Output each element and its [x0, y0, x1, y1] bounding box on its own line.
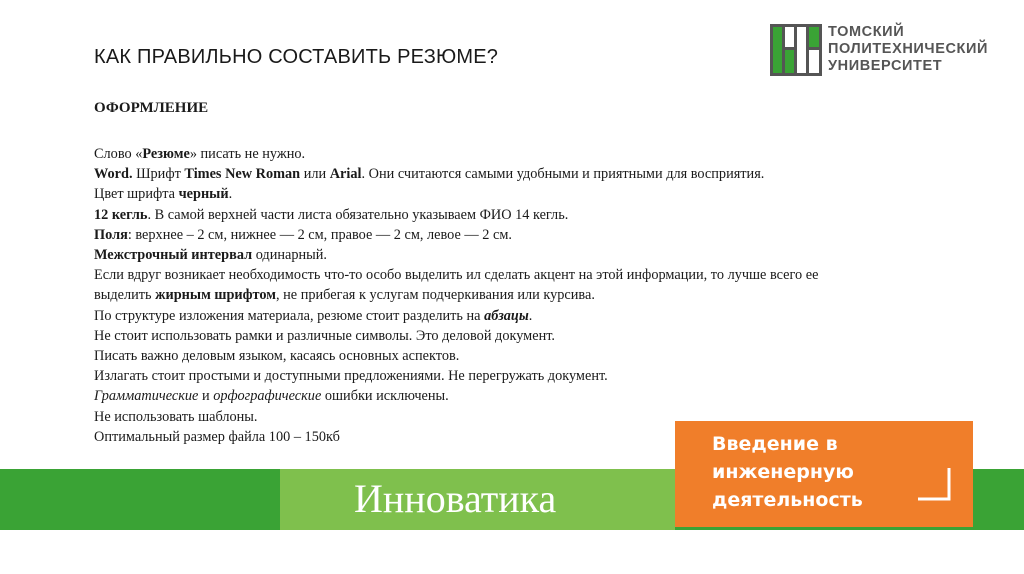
- corner-bracket-icon: [916, 466, 952, 502]
- innovatika-label: Инноватика: [354, 476, 557, 521]
- text-line-6: Межстрочный интервал одинарный.: [94, 247, 327, 264]
- course-title-box: [675, 421, 973, 527]
- course-title: [712, 430, 863, 514]
- text-line-8: выделить жирным шрифтом, не прибегая к услугам подчеркивания или курсива.: [94, 287, 595, 304]
- logo-text: [828, 24, 988, 75]
- text-line-12: Излагать стоит простыми и доступными предложениями. Не перегружать документ.: [94, 368, 608, 385]
- course-title-line-3: деятельность: [712, 489, 863, 511]
- text-line-3: Цвет шрифта черный.: [94, 186, 233, 203]
- text-line-11: Писать важно деловым языком, касаясь основных аспектов.: [94, 348, 460, 365]
- text-line-2: Word. Шрифт Times New Roman или Arial. Они считаются самыми удобными и приятными для восприятия.: [94, 166, 765, 183]
- text-line-9: По структуре изложения материала, резюме стоит разделить на абзацы.: [94, 307, 533, 324]
- slide-content: [94, 100, 984, 447]
- text-line-4: 12 кегль. В самой верхней части листа обязательно указываем ФИО 14 кегль.: [94, 206, 569, 223]
- innovatika-banner: [280, 469, 675, 530]
- university-logo: [770, 24, 1000, 76]
- course-title-line-1: Введение в: [712, 433, 838, 455]
- text-line-1: Слово «Резюме» писать не нужно.: [94, 146, 306, 162]
- text-line-10: Не стоит использовать рамки и различные символы. Это деловой документ.: [94, 327, 555, 344]
- section-heading: ОФОРМЛЕНИЕ: [94, 100, 209, 116]
- text-line-15: Оптимальный размер файла 100 – 150кб: [94, 428, 340, 445]
- text-line-13: Грамматические и орфографические ошибки исключены.: [94, 388, 449, 405]
- text-line-14: Не использовать шаблоны.: [94, 408, 258, 425]
- logo-line-1: ТОМСКИЙ: [828, 24, 905, 40]
- logo-line-3: УНИВЕРСИТЕТ: [828, 58, 943, 74]
- tpu-logo-icon: [770, 24, 822, 76]
- text-line-7: Если вдруг возникает необходимость что-то особо выделить ил сделать акцент на этой информации, то лучше всего ее: [94, 267, 819, 284]
- text-line-5: Поля: верхнее – 2 см, нижнее — 2 см, правое — 2 см, левое — 2 см.: [94, 226, 512, 243]
- logo-line-2: ПОЛИТЕХНИЧЕСКИЙ: [828, 41, 989, 57]
- slide-title: КАК ПРАВИЛЬНО СОСТАВИТЬ РЕЗЮМЕ?: [94, 46, 499, 68]
- course-title-line-2: инженерную: [712, 461, 854, 483]
